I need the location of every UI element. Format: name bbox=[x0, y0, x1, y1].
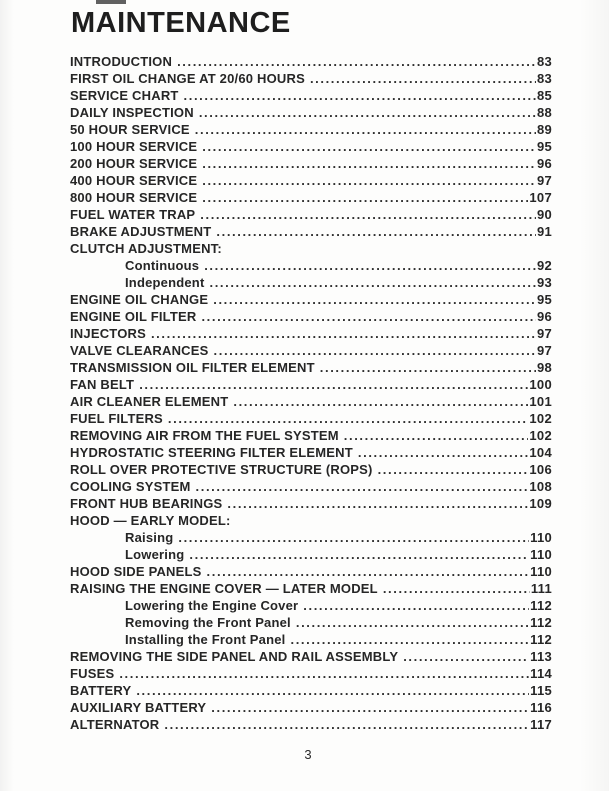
toc-entry-label: 800 HOUR SERVICE bbox=[70, 190, 198, 205]
toc-entry-page: 107 bbox=[529, 190, 552, 205]
toc-leader-dots bbox=[383, 580, 530, 597]
toc-entry-label: FUEL FILTERS bbox=[70, 411, 163, 426]
toc-entry-page: 93 bbox=[536, 275, 552, 290]
toc-entry bbox=[70, 631, 552, 648]
toc-entry bbox=[70, 104, 552, 121]
toc-entry bbox=[70, 393, 552, 410]
toc-entry-label: REMOVING THE SIDE PANEL AND RAIL ASSEMBLY bbox=[70, 649, 399, 664]
toc-entry-page: 110 bbox=[530, 547, 552, 562]
toc-entry-page: 101 bbox=[529, 394, 552, 409]
toc-entry-label: 100 HOUR SERVICE bbox=[70, 139, 198, 154]
toc-entry bbox=[70, 495, 552, 512]
toc-leader-dots bbox=[119, 665, 529, 682]
toc-entry-page: 116 bbox=[530, 700, 552, 715]
toc-entry bbox=[70, 223, 552, 240]
toc-entry bbox=[70, 155, 552, 172]
toc-leader-dots bbox=[310, 70, 536, 87]
toc-entry-page: 97 bbox=[536, 343, 552, 358]
toc-entry bbox=[70, 53, 552, 70]
toc-entry-page: 113 bbox=[530, 649, 552, 664]
toc-entry-page: 89 bbox=[536, 122, 552, 137]
toc-entry-page: 95 bbox=[536, 139, 552, 154]
toc-entry bbox=[70, 461, 552, 478]
toc-entry bbox=[70, 291, 552, 308]
toc-entry-label: SERVICE CHART bbox=[70, 88, 179, 103]
toc-entry-page: 114 bbox=[530, 666, 552, 681]
toc-entry-label: HYDROSTATIC STEERING FILTER ELEMENT bbox=[70, 445, 353, 460]
toc-entry-label: BRAKE ADJUSTMENT bbox=[70, 224, 212, 239]
toc-entry-page: 97 bbox=[536, 326, 552, 341]
toc-entry-page: 110 bbox=[530, 530, 552, 545]
toc-entry-label: HOOD — EARLY MODEL: bbox=[70, 513, 231, 528]
toc-leader-dots bbox=[233, 393, 528, 410]
page-number: 3 bbox=[304, 747, 312, 762]
toc-entry bbox=[70, 427, 552, 444]
toc-entry-label: 200 HOUR SERVICE bbox=[70, 156, 198, 171]
toc-entry-label: VALVE CLEARANCES bbox=[70, 343, 209, 358]
toc-leader-dots bbox=[291, 631, 530, 648]
page-title: MAINTENANCE bbox=[71, 7, 291, 39]
toc-entry-page: 88 bbox=[536, 105, 552, 120]
toc-entry-label: ROLL OVER PROTECTIVE STRUCTURE (ROPS) bbox=[70, 462, 373, 477]
toc-leader-dots bbox=[199, 104, 536, 121]
toc-leader-dots bbox=[214, 342, 536, 359]
toc-entry-page: 85 bbox=[536, 88, 552, 103]
toc-entry bbox=[70, 376, 552, 393]
toc-leader-dots bbox=[196, 478, 529, 495]
toc-entry-page: 100 bbox=[529, 377, 552, 392]
toc-entry-label: COOLING SYSTEM bbox=[70, 479, 191, 494]
toc-entry-page: 110 bbox=[530, 564, 552, 579]
toc-leader-dots bbox=[296, 614, 529, 631]
toc-entry-label: RAISING THE ENGINE COVER — LATER MODEL bbox=[70, 581, 378, 596]
toc-entry bbox=[70, 444, 552, 461]
toc-leader-dots bbox=[403, 648, 529, 665]
toc-entry-label: Lowering the Engine Cover bbox=[125, 598, 299, 613]
toc-leader-dots bbox=[378, 461, 529, 478]
toc-entry-page: 117 bbox=[530, 717, 552, 732]
toc-entry bbox=[70, 716, 552, 733]
toc-list bbox=[70, 53, 552, 733]
toc-leader-dots bbox=[202, 155, 536, 172]
toc-leader-dots bbox=[139, 376, 528, 393]
toc-entry-label: Continuous bbox=[125, 258, 200, 273]
toc-entry-label: Lowering bbox=[125, 547, 185, 562]
toc-entry-label: Installing the Front Panel bbox=[125, 632, 286, 647]
toc-leader-dots bbox=[209, 274, 535, 291]
toc-entry-page: 106 bbox=[529, 462, 552, 477]
toc-entry bbox=[70, 121, 552, 138]
toc-entry-label: 400 HOUR SERVICE bbox=[70, 173, 198, 188]
toc-leader-dots bbox=[213, 291, 536, 308]
toc-entry-page: 112 bbox=[530, 615, 552, 630]
toc-entry-label: ALTERNATOR bbox=[70, 717, 160, 732]
toc-entry-label: BATTERY bbox=[70, 683, 132, 698]
toc-entry-page: 111 bbox=[530, 581, 552, 596]
toc-leader-dots bbox=[164, 716, 529, 733]
toc-entry-label: ENGINE OIL CHANGE bbox=[70, 292, 209, 307]
scan-edge-shading-left bbox=[0, 0, 14, 791]
toc-entry bbox=[70, 359, 552, 376]
toc-entry-page: 112 bbox=[530, 598, 552, 613]
toc-entry bbox=[70, 240, 552, 257]
toc-leader-dots bbox=[320, 359, 536, 376]
toc-entry-label: DAILY INSPECTION bbox=[70, 105, 194, 120]
toc-entry bbox=[70, 665, 552, 682]
toc-leader-dots bbox=[211, 699, 529, 716]
toc-entry-page: 97 bbox=[536, 173, 552, 188]
toc-entry bbox=[70, 614, 552, 631]
toc-entry-label: Removing the Front Panel bbox=[125, 615, 291, 630]
toc-leader-dots bbox=[184, 87, 536, 104]
toc-entry-label: FIRST OIL CHANGE AT 20/60 HOURS bbox=[70, 71, 305, 86]
toc-entry-label: AIR CLEANER ELEMENT bbox=[70, 394, 229, 409]
toc-leader-dots bbox=[151, 325, 536, 342]
toc-leader-dots bbox=[201, 308, 536, 325]
toc-entry bbox=[70, 325, 552, 342]
toc-entry-page: 90 bbox=[536, 207, 552, 222]
toc-entry bbox=[70, 682, 552, 699]
toc-entry bbox=[70, 546, 552, 563]
toc-leader-dots bbox=[200, 206, 536, 223]
toc-entry-label: TRANSMISSION OIL FILTER ELEMENT bbox=[70, 360, 315, 375]
toc-entry-label: Raising bbox=[125, 530, 174, 545]
toc-entry-page: 104 bbox=[529, 445, 552, 460]
toc-leader-dots bbox=[303, 597, 529, 614]
toc-leader-dots bbox=[189, 546, 529, 563]
toc-entry-label: INJECTORS bbox=[70, 326, 146, 341]
toc-leader-dots bbox=[227, 495, 528, 512]
toc-leader-dots bbox=[178, 529, 529, 546]
toc-leader-dots bbox=[202, 138, 536, 155]
toc-entry-page: 108 bbox=[529, 479, 552, 494]
toc-leader-dots bbox=[202, 172, 536, 189]
toc-entry bbox=[70, 648, 552, 665]
toc-leader-dots bbox=[177, 53, 536, 70]
toc-entry-page: 96 bbox=[536, 309, 552, 324]
toc-leader-dots bbox=[358, 444, 529, 461]
toc-entry-page: 109 bbox=[529, 496, 552, 511]
toc-entry bbox=[70, 138, 552, 155]
toc-entry-page: 102 bbox=[529, 428, 552, 443]
toc-entry-label: HOOD SIDE PANELS bbox=[70, 564, 202, 579]
toc-entry-label: REMOVING AIR FROM THE FUEL SYSTEM bbox=[70, 428, 339, 443]
toc-leader-dots bbox=[195, 121, 536, 138]
toc-entry-page: 96 bbox=[536, 156, 552, 171]
toc-leader-dots bbox=[207, 563, 530, 580]
toc-entry bbox=[70, 87, 552, 104]
toc-leader-dots bbox=[204, 257, 536, 274]
toc-leader-dots bbox=[344, 427, 529, 444]
toc-entry-page: 83 bbox=[536, 54, 552, 69]
toc-entry-label: FUEL WATER TRAP bbox=[70, 207, 196, 222]
toc-entry bbox=[70, 580, 552, 597]
toc-entry-page: 98 bbox=[536, 360, 552, 375]
toc-entry-page: 92 bbox=[536, 258, 552, 273]
toc-entry bbox=[70, 189, 552, 206]
toc-entry bbox=[70, 70, 552, 87]
toc-entry bbox=[70, 478, 552, 495]
toc-entry bbox=[70, 308, 552, 325]
toc-entry-label: FRONT HUB BEARINGS bbox=[70, 496, 223, 511]
scan-artifact-speck bbox=[96, 0, 126, 4]
toc-leader-dots bbox=[168, 410, 528, 427]
toc-entry bbox=[70, 342, 552, 359]
toc-entry-label: Independent bbox=[125, 275, 205, 290]
toc-entry bbox=[70, 257, 552, 274]
toc-entry bbox=[70, 563, 552, 580]
toc-leader-dots bbox=[202, 189, 528, 206]
toc-entry bbox=[70, 410, 552, 427]
toc-leader-dots bbox=[136, 682, 529, 699]
toc-entry-page: 112 bbox=[530, 632, 552, 647]
toc-leader-dots bbox=[216, 223, 536, 240]
toc-entry bbox=[70, 597, 552, 614]
toc-entry-page: 83 bbox=[536, 71, 552, 86]
toc-entry-label: AUXILIARY BATTERY bbox=[70, 700, 207, 715]
toc-entry bbox=[70, 512, 552, 529]
toc-entry bbox=[70, 699, 552, 716]
toc-entry-page: 115 bbox=[530, 683, 552, 698]
toc-entry-label: FAN BELT bbox=[70, 377, 135, 392]
toc-entry-label: INTRODUCTION bbox=[70, 54, 173, 69]
toc-entry bbox=[70, 206, 552, 223]
toc-entry-label: CLUTCH ADJUSTMENT: bbox=[70, 241, 222, 256]
toc-entry-label: ENGINE OIL FILTER bbox=[70, 309, 197, 324]
toc-entry-page: 102 bbox=[529, 411, 552, 426]
scan-edge-shading-right bbox=[579, 0, 609, 791]
toc-entry bbox=[70, 274, 552, 291]
toc-entry-page: 91 bbox=[536, 224, 552, 239]
toc-entry-label: FUSES bbox=[70, 666, 115, 681]
toc-entry-page: 95 bbox=[536, 292, 552, 307]
toc-entry bbox=[70, 529, 552, 546]
toc-entry-label: 50 HOUR SERVICE bbox=[70, 122, 190, 137]
toc-entry bbox=[70, 172, 552, 189]
